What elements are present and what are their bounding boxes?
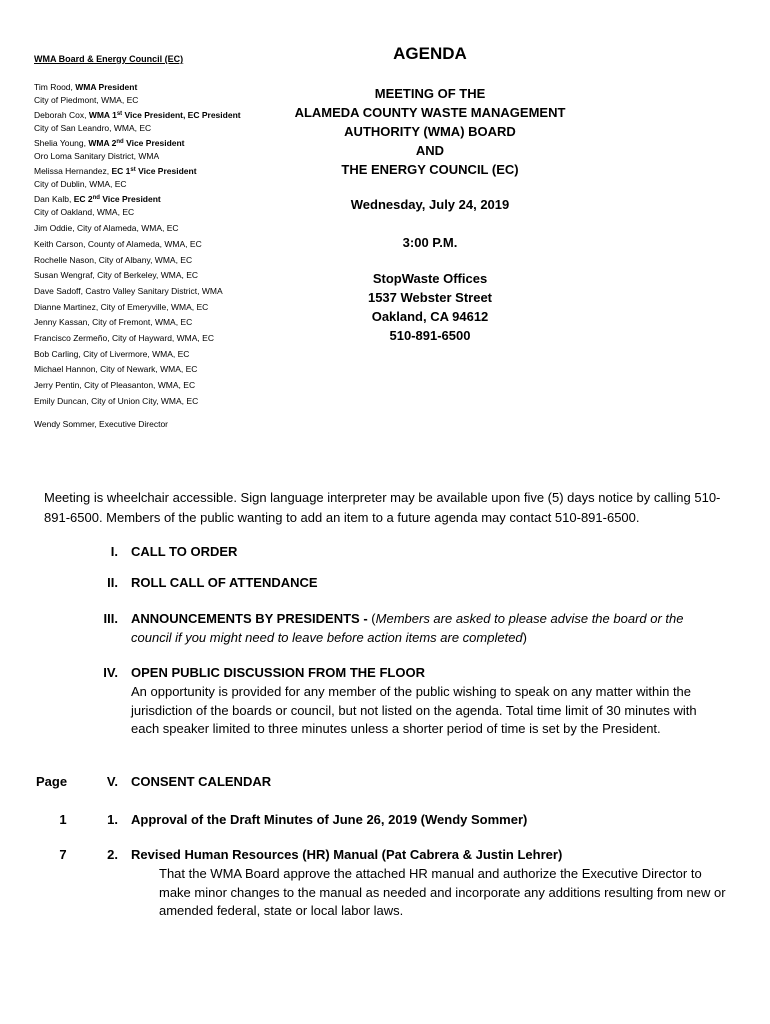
- item-title-call-to-order: CALL TO ORDER: [131, 544, 238, 559]
- item-title-announcements: ANNOUNCEMENTS BY PRESIDENTS - (Members are asked to please advise the board or the council if you might need to leave before action items are completed): [131, 611, 684, 645]
- member-entry: Jenny Kassan, City of Fremont, WMA, EC: [34, 317, 193, 327]
- officer-name: Dan Kalb,: [34, 194, 74, 204]
- member-entry: Rochelle Nason, City of Albany, WMA, EC: [34, 255, 193, 265]
- officer-entry: [34, 81, 137, 94]
- consent-item-number: 1.: [107, 812, 118, 827]
- officer-name: Deborah Cox,: [34, 110, 89, 120]
- member-entry: Emily Duncan, City of Union City, WMA, EC: [34, 396, 199, 406]
- member-entry: Bob Carling, City of Livermore, WMA, EC: [34, 349, 190, 359]
- officer-entry: [34, 109, 241, 122]
- officer-title: WMA 1st Vice President, EC President: [88, 110, 241, 120]
- item-description: An opportunity is provided for any member of the public wishing to speak on any matter within the jurisdiction of the boards or council, but not listed on the agenda. Total time limit of 30 minutes with each speaker limited to three minutes unless a shorter period of time is set by the President.: [131, 684, 697, 736]
- member-entry: Jim Oddie, City of Alameda, WMA, EC: [34, 223, 179, 233]
- member-entry: Michael Hannon, City of Newark, WMA, EC: [34, 364, 198, 374]
- item-number: IV.: [103, 665, 118, 680]
- officer-title: EC 1st Vice President: [111, 166, 197, 176]
- item-number: II.: [107, 575, 118, 590]
- agenda-title: AGENDA: [393, 44, 467, 63]
- officer-entry: [34, 165, 197, 178]
- item-number: III.: [103, 611, 118, 626]
- consent-item-number: 2.: [107, 847, 118, 862]
- consent-item-description: That the WMA Board approve the attached HR manual and authorize the Executive Director to make minor changes to the manual as needed and incorporate any additions resulting from new or amended federal, state or local labor laws.: [159, 866, 726, 918]
- meeting-header-line: MEETING OF THE: [374, 86, 486, 101]
- meeting-header-line: AND: [415, 143, 445, 158]
- location-line: Oakland, CA 94612: [371, 309, 489, 324]
- member-entry: Jerry Pentin, City of Pleasanton, WMA, EC: [34, 380, 196, 390]
- officer-entry: [34, 137, 185, 150]
- meeting-time: 3:00 P.M.: [402, 235, 458, 250]
- officer-org: City of Piedmont, WMA, EC: [34, 95, 139, 105]
- officer-name: Shelia Young,: [34, 138, 89, 148]
- officer-org: City of Dublin, WMA, EC: [34, 179, 127, 189]
- officer-title: EC 2nd Vice President: [73, 194, 161, 204]
- page-column-header: Page: [36, 774, 68, 789]
- consent-item-title-minutes: Approval of the Draft Minutes of June 26, 2019 (Wendy Sommer): [131, 812, 528, 827]
- officer-name: Tim Rood,: [34, 82, 76, 92]
- item-number: V.: [106, 774, 118, 789]
- location-line: StopWaste Offices: [372, 271, 488, 286]
- consent-item-title-hr-manual: Revised Human Resources (HR) Manual (Pat Cabrera & Justin Lehrer): [131, 847, 563, 862]
- meeting-header-line: AUTHORITY (WMA) BOARD: [344, 124, 516, 139]
- officer-title: WMA 2nd Vice President: [88, 138, 185, 148]
- member-entry: Keith Carson, County of Alameda, WMA, EC: [34, 239, 202, 249]
- meeting-header-line: THE ENERGY COUNCIL (EC): [341, 162, 519, 177]
- member-entry: Dave Sadoff, Castro Valley Sanitary District, WMA: [34, 286, 223, 296]
- officer-org: Oro Loma Sanitary District, WMA: [34, 151, 160, 161]
- meeting-date: Wednesday, July 24, 2019: [350, 197, 510, 212]
- item-title-roll-call: ROLL CALL OF ATTENDANCE: [131, 575, 318, 590]
- officer-org: City of San Leandro, WMA, EC: [34, 123, 152, 133]
- officer-name: Melissa Hernandez,: [34, 166, 112, 176]
- officer-entry: [34, 193, 161, 206]
- location-line: 1537 Webster Street: [367, 290, 493, 305]
- member-entry: Dianne Martinez, City of Emeryville, WMA, EC: [34, 302, 209, 312]
- roster-heading: WMA Board & Energy Council (EC): [34, 54, 184, 64]
- officer-org: City of Oakland, WMA, EC: [34, 207, 135, 217]
- member-entry: Francisco Zermeño, City of Hayward, WMA, EC: [34, 333, 214, 343]
- accessibility-note: Meeting is wheelchair accessible. Sign language interpreter may be available upon five (5) days notice by calling 510-891-6500. Members of the public wanting to add an item to a future agenda may contact 510-891-6500.: [44, 490, 721, 525]
- item-title-public-discussion: OPEN PUBLIC DISCUSSION FROM THE FLOOR: [131, 665, 425, 680]
- officer-title: WMA President: [75, 82, 138, 92]
- meeting-header-line: ALAMEDA COUNTY WASTE MANAGEMENT: [294, 105, 566, 120]
- location-line: 510-891-6500: [389, 328, 471, 343]
- executive-director: Wendy Sommer, Executive Director: [34, 419, 168, 429]
- page-number: 1: [59, 812, 67, 827]
- member-entry: Susan Wengraf, City of Berkeley, WMA, EC: [34, 270, 199, 280]
- item-number: I.: [110, 544, 118, 559]
- item-title-consent-calendar: CONSENT CALENDAR: [131, 774, 272, 789]
- page-number: 7: [59, 847, 67, 862]
